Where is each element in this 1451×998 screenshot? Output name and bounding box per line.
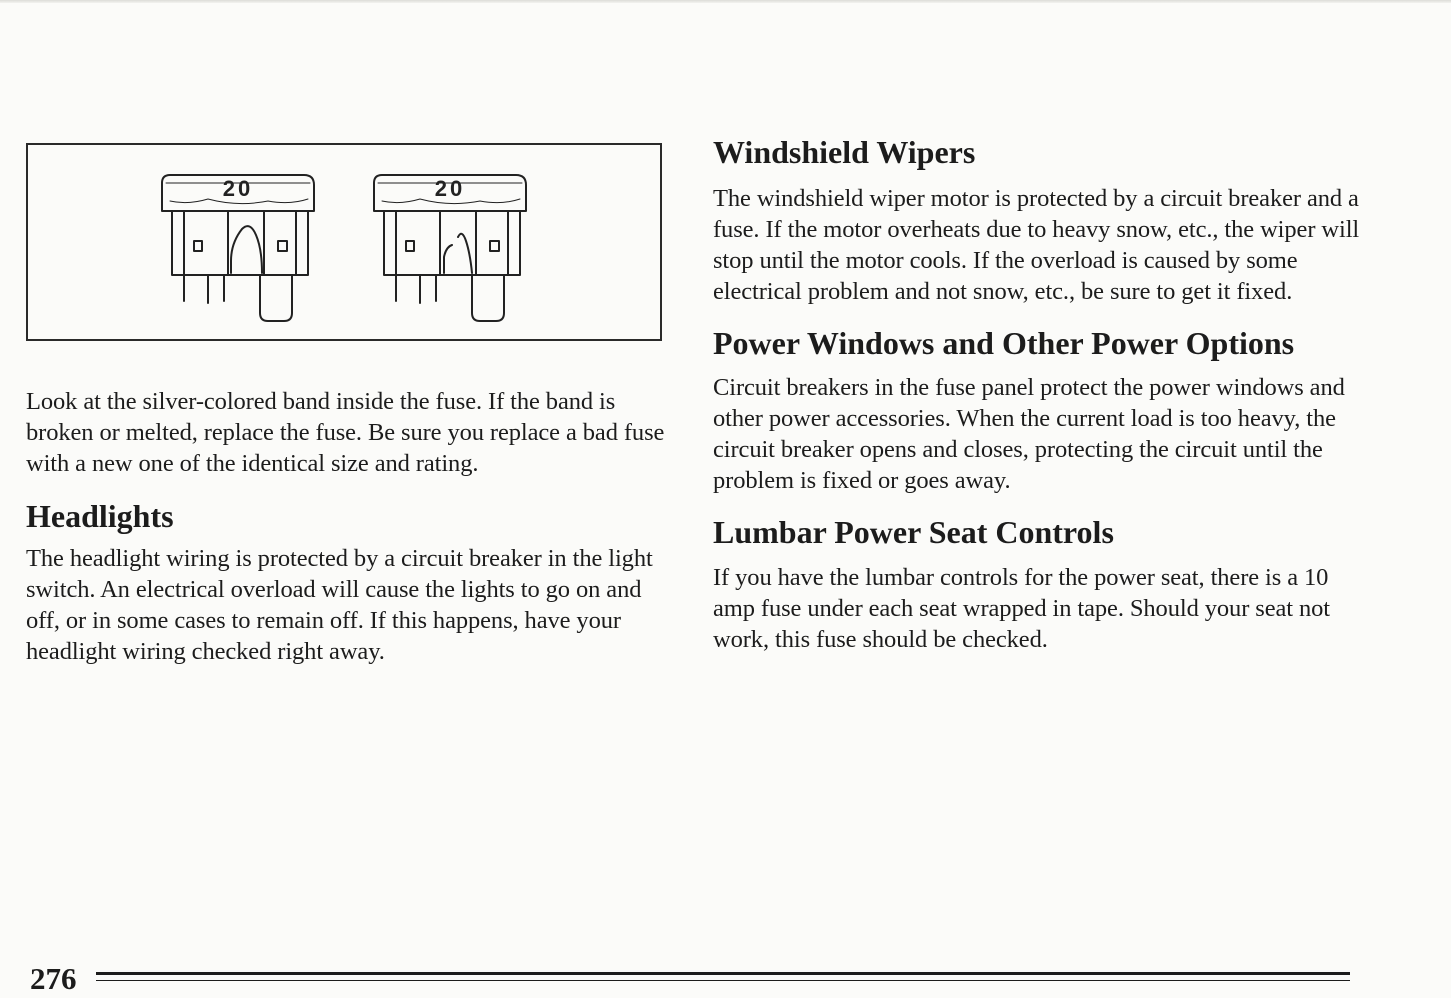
footer-rule-thin (96, 980, 1350, 981)
blown-fuse-rating: 20 (434, 176, 466, 201)
power-windows-heading: Power Windows and Other Power Options (713, 325, 1295, 361)
left-column (26, 143, 666, 667)
top-edge-rule (0, 0, 1451, 3)
good-fuse-rating: 20 (222, 176, 254, 201)
lumbar-seat-heading: Lumbar Power Seat Controls (713, 514, 1114, 550)
footer-rule (96, 972, 1350, 975)
lumbar-seat-paragraph: If you have the lumbar controls for the power seat, there is a 10 amp fuse under each seat wrapped in tape. Should your seat not work, this fuse should be checked. (713, 564, 1330, 653)
headlights-heading: Headlights (26, 498, 174, 534)
page-number: 276 (30, 961, 77, 996)
fuse-drawing (28, 145, 664, 343)
fuse-illustration (26, 143, 662, 341)
page-footer (30, 962, 1350, 996)
windshield-wipers-paragraph: The windshield wiper motor is protected by a circuit breaker and a fuse. If the motor overheats due to heavy snow, etc., the wiper will stop until the motor cools. If the overload is caused by some electrical problem and not snow, etc., be sure to get it fixed. (713, 185, 1360, 305)
headlights-paragraph: The headlight wiring is protected by a circuit breaker in the light switch. An electrical overload will cause the lights to go on and off, or in some cases to remain off. If this happens, have your headlight wiring checked right away. (26, 545, 653, 665)
fuse-inspection-paragraph: Look at the silver-colored band inside the fuse. If the band is broken or melted, replace the fuse. Be sure you replace a bad fuse with a new one of the identical size and rating. (26, 388, 665, 477)
windshield-wipers-heading: Windshield Wipers (713, 134, 976, 170)
right-column (713, 133, 1363, 655)
power-windows-paragraph: Circuit breakers in the fuse panel protect the power windows and other power accessories. When the current load is too heavy, the circuit breaker opens and closes, protecting the circuit until the problem is fixed or goes away. (713, 374, 1345, 494)
